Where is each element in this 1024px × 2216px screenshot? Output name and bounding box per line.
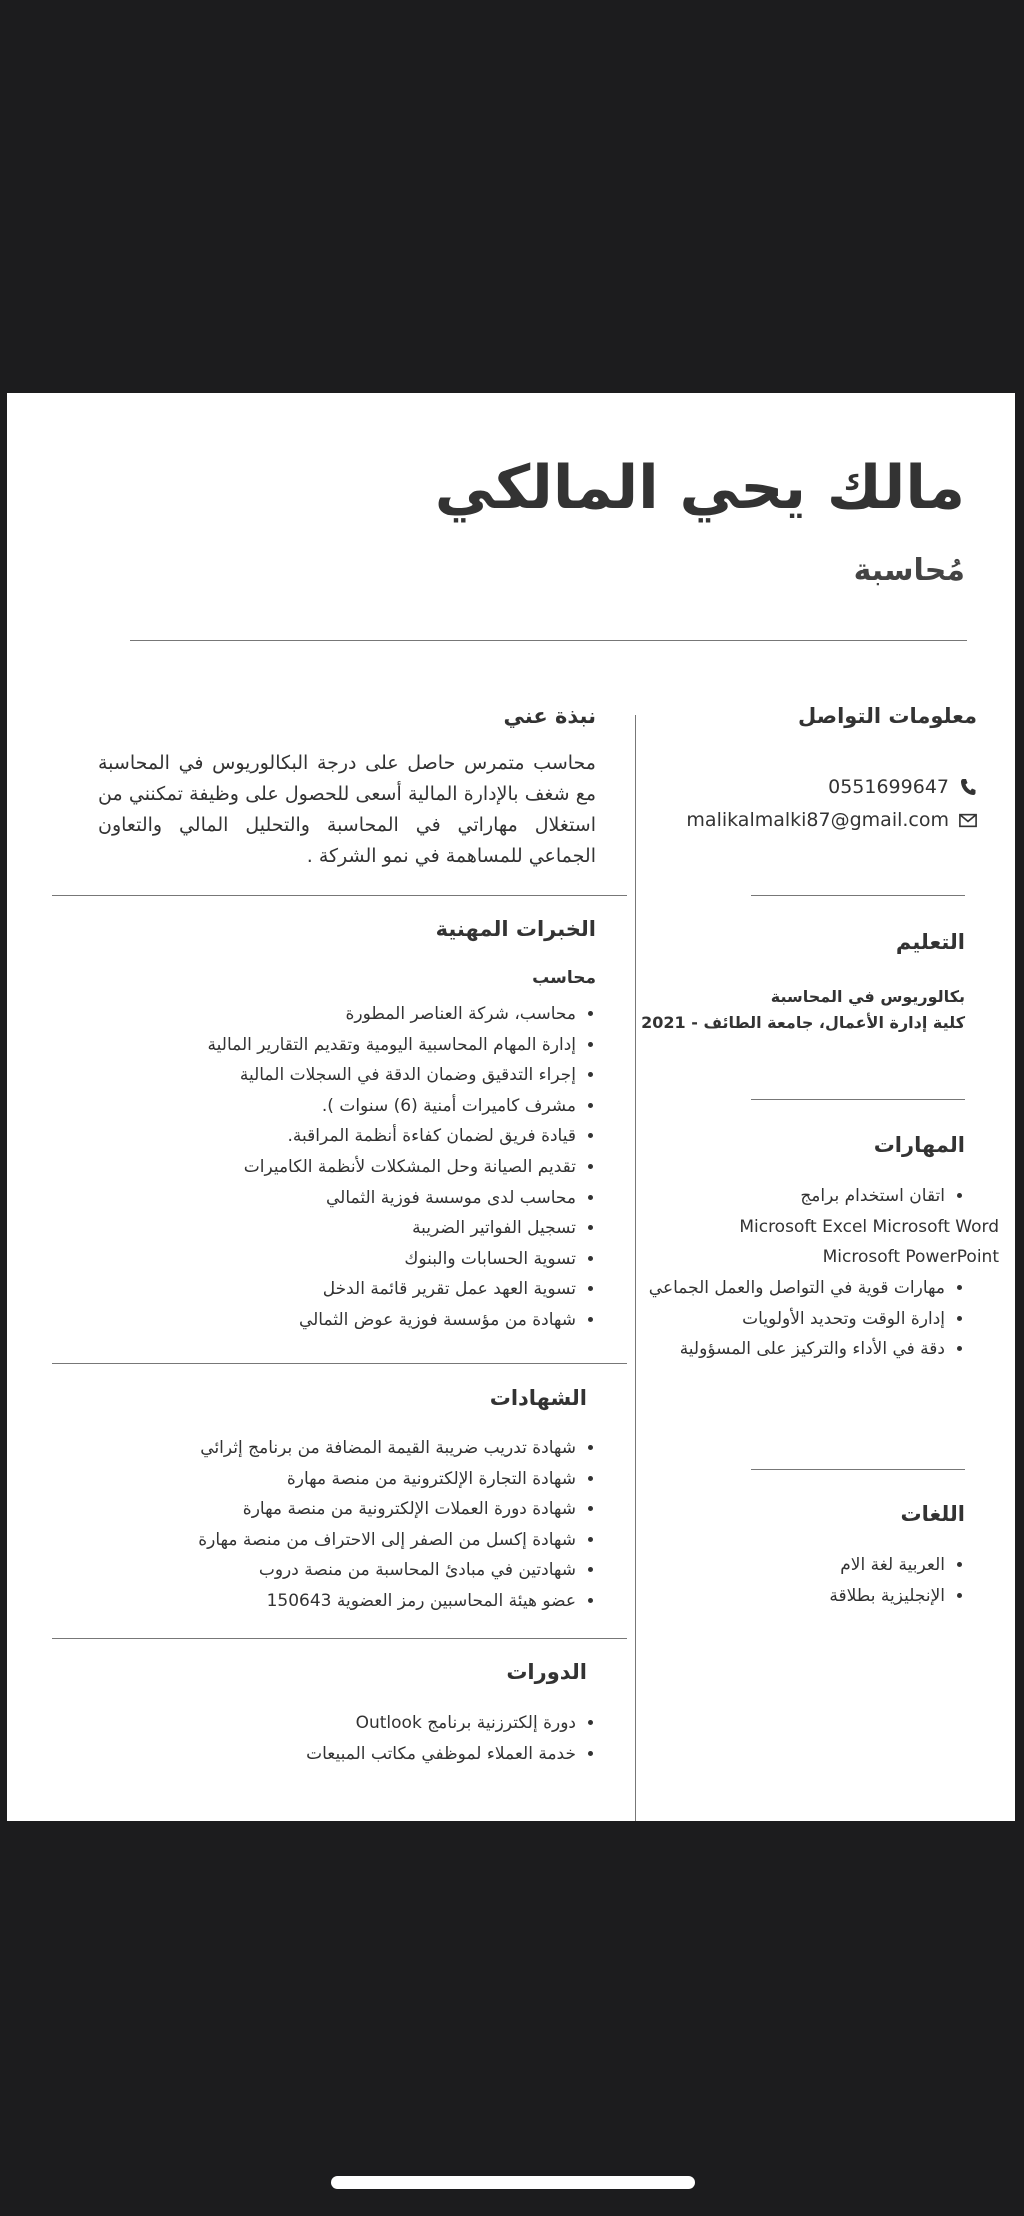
list-item: • إدارة المهام المحاسبية اليومية وتقديم التقارير المالية xyxy=(208,1030,576,1061)
phone-row xyxy=(828,776,977,798)
certificates-heading: الشهادات xyxy=(489,1386,587,1410)
list-item: • مشرف كاميرات أمنية (6) سنوات ). xyxy=(208,1091,576,1122)
list-item: • شهادة دورة العملات الإلكترونية من منصة مهارة xyxy=(198,1494,576,1525)
list-item: • تسجيل الفواتير الضريبة xyxy=(208,1213,576,1244)
list-item: • شهادتين في مبادئ المحاسبة من منصة دروب xyxy=(198,1555,576,1586)
skills-software-line1: Microsoft Excel Microsoft Word xyxy=(739,1217,999,1237)
list-item: • محاسب، شركة العناصر المطورة xyxy=(208,999,576,1030)
envelope-icon xyxy=(959,813,977,828)
phone-icon xyxy=(959,778,977,796)
experience-divider xyxy=(52,1363,627,1364)
list-item: • دورة إلكترزنية برنامج Outlook xyxy=(306,1708,576,1739)
education-degree: بكالوريوس في المحاسبة xyxy=(770,987,965,1006)
list-item: • اتقان استخدام برامج xyxy=(800,1181,945,1212)
list-item: • العربية لغة الام xyxy=(829,1550,945,1581)
person-name: مالك يحي المالكي xyxy=(434,453,965,523)
education-heading: التعليم xyxy=(895,930,965,954)
list-item: • تسوية الحسابات والبنوك xyxy=(208,1244,576,1275)
list-item: • تسوية العهد عمل تقرير قائمة الدخل xyxy=(208,1274,576,1305)
header-divider xyxy=(130,640,967,641)
education-institution: كلية إدارة الأعمال، جامعة الطائف - 2021 xyxy=(641,1013,965,1032)
list-item: • شهادة التجارة الإلكترونية من منصة مهارة xyxy=(198,1464,576,1495)
list-item: • قيادة فريق لضمان كفاءة أنظمة المراقبة. xyxy=(208,1121,576,1152)
list-item: • شهادة إكسل من الصفر إلى الاحتراف من منصة مهارة xyxy=(198,1525,576,1556)
education-divider xyxy=(751,1099,965,1100)
resume-page xyxy=(7,393,1015,1821)
list-item: • محاسب لدى موسسة فوزية الثمالي xyxy=(208,1183,576,1214)
about-divider xyxy=(52,895,627,896)
skills-list xyxy=(649,1273,967,1365)
list-item: • عضو هيئة المحاسبين رمز العضوية 150643 xyxy=(198,1586,576,1617)
phone-number: 0551699647 xyxy=(828,776,949,798)
contact-heading: معلومات التواصل xyxy=(798,704,977,728)
list-item: • شهادة تدريب ضريبة القيمة المضافة من برنامج إثرائي xyxy=(198,1433,576,1464)
about-text: محاسب متمرس حاصل على درجة البكالوريوس في المحاسبة مع شغف بالإدارة المالية أسعى للحصول على وظيفة تمكنني من استغلال مهاراتي في المحاسبة والتحليل المالي والتعاون الجماعي للمساهمة في نمو الشركة . xyxy=(98,752,596,867)
list-item: • الإنجليزية بطلاقة xyxy=(829,1581,945,1612)
column-divider xyxy=(635,715,636,1821)
skills-divider xyxy=(751,1469,965,1470)
experience-heading: الخبرات المهنية xyxy=(435,917,596,941)
about-heading: نبذة عني xyxy=(503,704,596,728)
email-address: malikalmalki87@gmail.com xyxy=(686,809,949,831)
list-item: • إدارة الوقت وتحديد الأولويات xyxy=(649,1304,945,1335)
email-row xyxy=(686,809,977,831)
certificates-divider xyxy=(52,1638,627,1639)
languages-list xyxy=(829,1550,967,1611)
list-item: • تقديم الصيانة وحل المشكلات لأنظمة الكاميرات xyxy=(208,1152,576,1183)
experience-subheading: محاسب xyxy=(532,968,596,988)
certificates-list xyxy=(198,1433,598,1617)
home-indicator[interactable] xyxy=(331,2176,695,2189)
languages-heading: اللغات xyxy=(900,1502,965,1526)
list-item: • مهارات قوية في التواصل والعمل الجماعي xyxy=(649,1273,945,1304)
skills-heading: المهارات xyxy=(873,1133,965,1157)
contact-divider xyxy=(751,895,965,896)
courses-list xyxy=(306,1708,598,1769)
list-item: • خدمة العملاء لموظفي مكاتب المبيعات xyxy=(306,1739,576,1770)
job-title: مُحاسبة xyxy=(853,553,965,588)
experience-list xyxy=(208,999,598,1336)
courses-heading: الدورات xyxy=(506,1660,587,1684)
list-item: • دقة في الأداء والتركيز على المسؤولية xyxy=(649,1334,945,1365)
list-item: • إجراء التدقيق وضمان الدقة في السجلات المالية xyxy=(208,1060,576,1091)
list-item: • شهادة من مؤسسة فوزية عوض الثمالي xyxy=(208,1305,576,1336)
skills-list-first xyxy=(800,1181,967,1212)
skills-software-line2: Microsoft PowerPoint xyxy=(822,1247,999,1267)
